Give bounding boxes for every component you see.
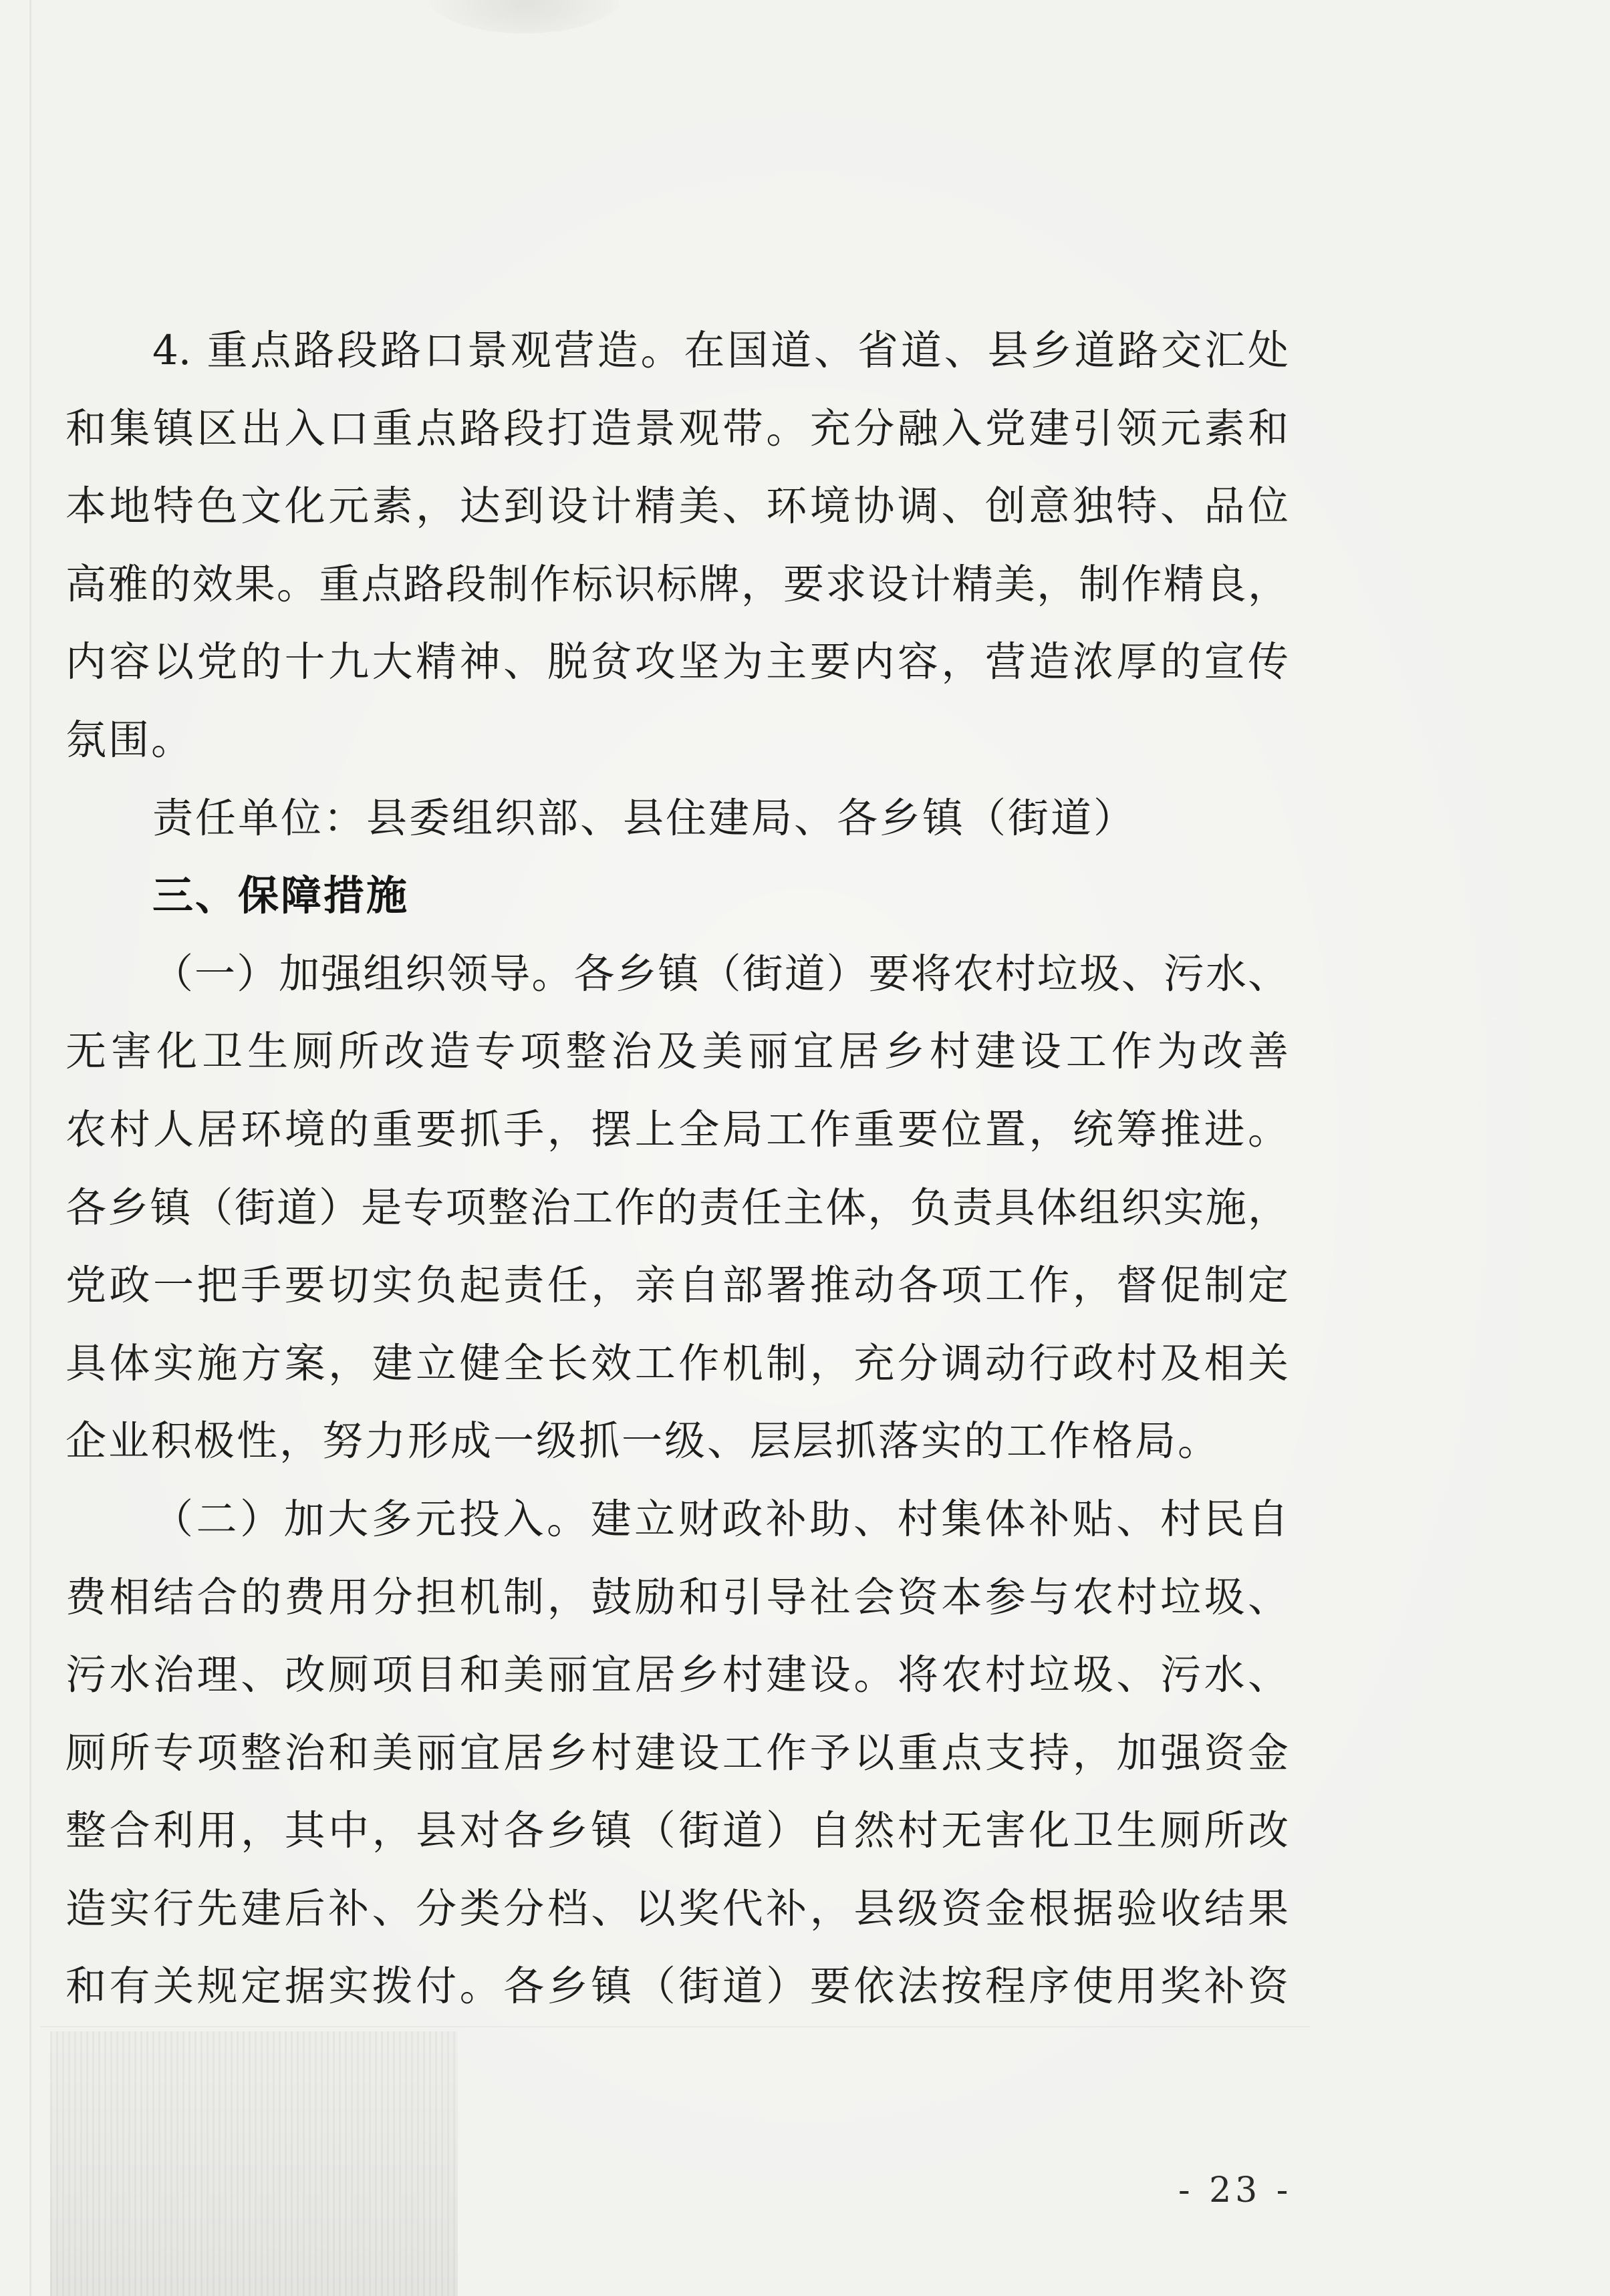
document-body (65, 312, 1289, 2026)
item4-line: 4. 重点路段路口景观营造。在国道、省道、县乡道路交汇处 (152, 327, 1289, 374)
measure2-line: 和有关规定据实拨付。各乡镇（街道）要依法按程序使用奖补资 (65, 1963, 1289, 2011)
scan-show-through-shadow (50, 2031, 458, 2296)
measure2-line: 造实行先建后补、分类分档、以奖代补，县级资金根据验收结果 (65, 1884, 1289, 1932)
measure1-line: （一）加强组织领导。各乡镇（街道）要将农村垃圾、污水、 (152, 950, 1289, 998)
measure2-line: 厕所专项整治和美丽宜居乡村建设工作予以重点支持，加强资金 (65, 1729, 1289, 1777)
measure1-line: 无害化卫生厕所改造专项整治及美丽宜居乡村建设工作为改善 (65, 1028, 1289, 1076)
item4-line: 内容以党的十九大精神、脱贫攻坚为主要内容，营造浓厚的宣传 (65, 638, 1289, 686)
responsible-units: 责任单位：县委组织部、县住建局、各乡镇（街道） (152, 794, 1137, 842)
scan-show-through-line (40, 2026, 1310, 2027)
measure2-line: （二）加大多元投入。建立财政补助、村集体补贴、村民自 (152, 1495, 1289, 1543)
item4-line: 本地特色文化元素，达到设计精美、环境协调、创意独特、品位 (65, 482, 1289, 531)
measure1-line: 党政一把手要切实负起责任，亲自部署推动各项工作，督促制定 (65, 1262, 1289, 1310)
measure1-line: 具体实施方案，建立健全长效工作机制，充分调动行政村及相关 (65, 1339, 1289, 1387)
item4-line: 氛围。 (65, 716, 194, 764)
measure2-line: 费相结合的费用分担机制，鼓励和引导社会资本参与农村垃圾、 (65, 1573, 1289, 1621)
measure2-line: 污水治理、改厕项目和美丽宜居乡村建设。将农村垃圾、污水、 (65, 1651, 1289, 1699)
section-heading: 三、保障措施 (152, 872, 410, 920)
item4-line: 高雅的效果。重点路段制作标识标牌，要求设计精美，制作精良， (65, 560, 1289, 608)
item4-line: 和集镇区出入口重点路段打造景观带。充分融入党建引领元素和 (65, 404, 1289, 452)
scan-edge-line (29, 0, 31, 2296)
measure2-line: 整合利用，其中，县对各乡镇（街道）自然村无害化卫生厕所改 (65, 1807, 1289, 1855)
measure1-line: 各乡镇（街道）是专项整治工作的责任主体，负责具体组织实施， (65, 1183, 1289, 1232)
measure1-line: 农村人居环境的重要抓手，摆上全局工作重要位置，统筹推进。 (65, 1105, 1289, 1153)
scan-smudge (428, 0, 622, 33)
page-number: - 23 - (1178, 2170, 1293, 2210)
measure1-line: 企业积极性，努力形成一级抓一级、层层抓落实的工作格局。 (65, 1417, 1221, 1465)
